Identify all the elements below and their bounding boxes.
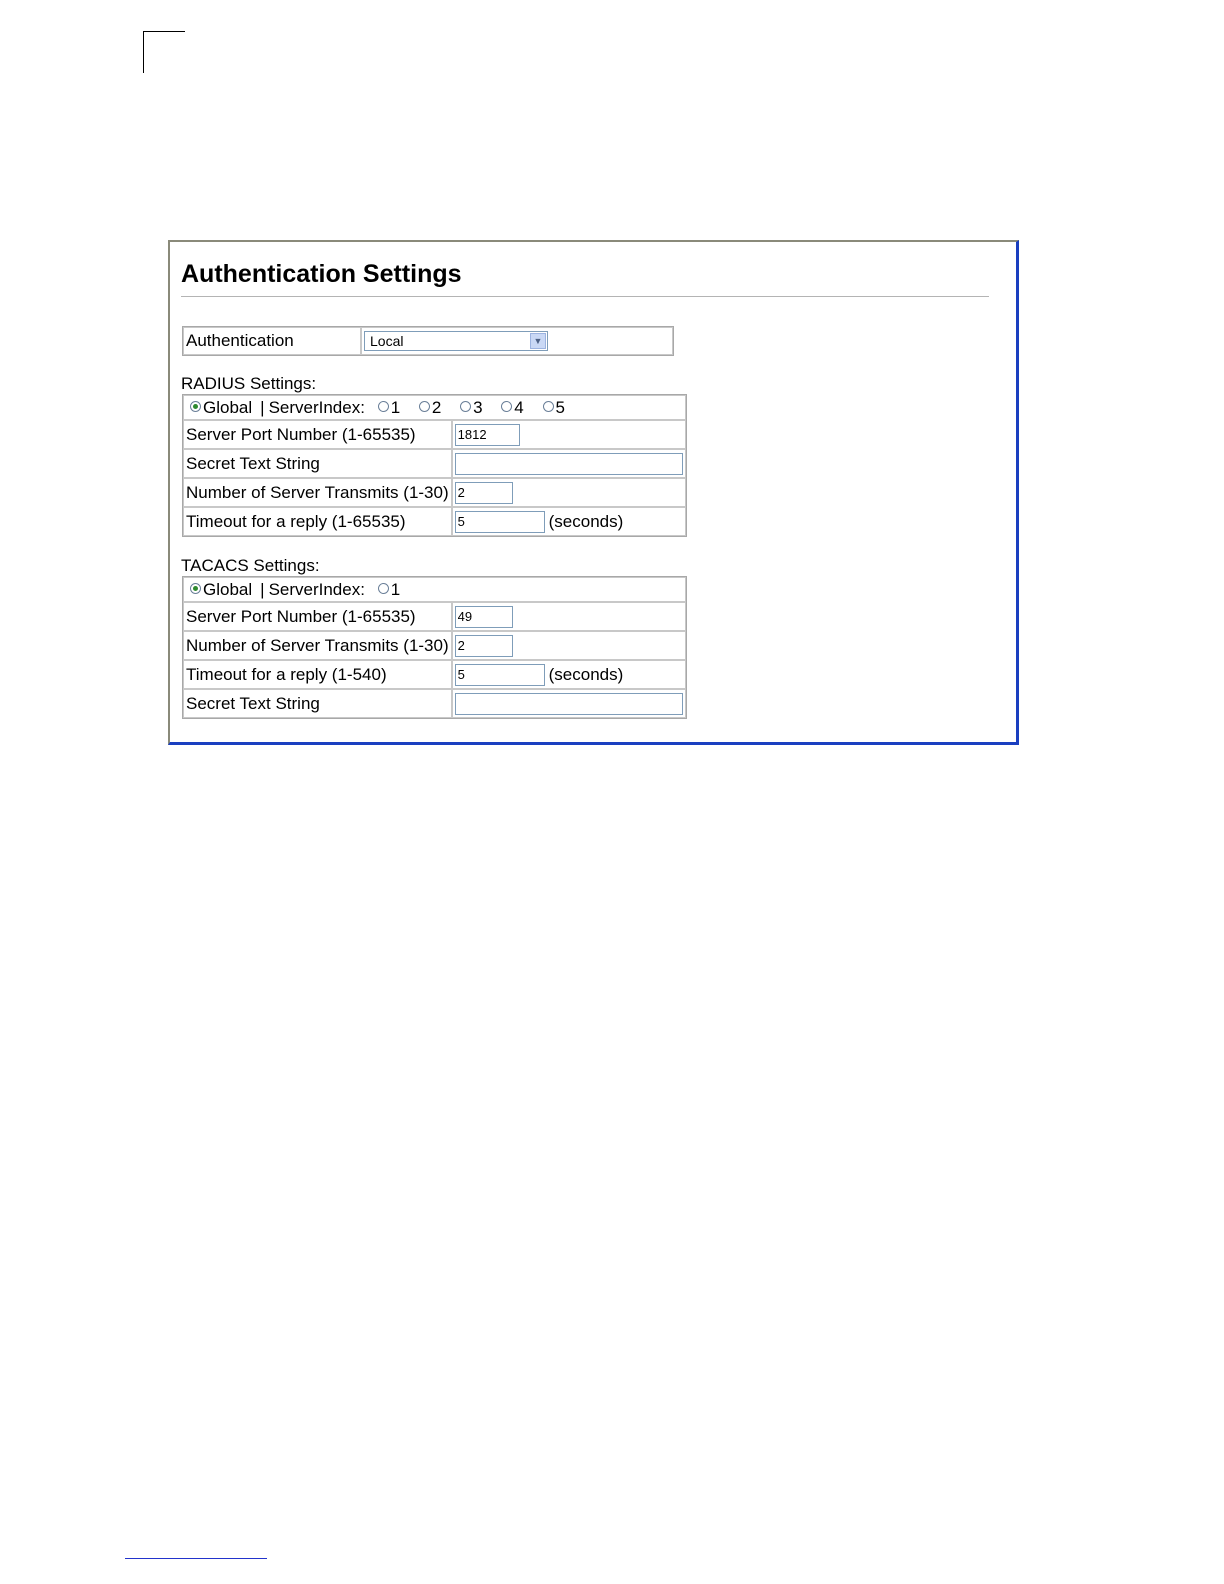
tacacs-transmits-input[interactable]: [455, 635, 513, 657]
radius-timeout-label: Timeout for a reply (1-65535): [183, 507, 452, 536]
authentication-select-value: Local: [370, 333, 404, 350]
tacacs-server-selector: [183, 577, 686, 602]
radius-server-index-label: ServerIndex:: [268, 397, 365, 417]
radius-section-label: RADIUS Settings:: [181, 374, 317, 393]
authentication-settings-window: [168, 240, 1019, 745]
radius-port-cell: [452, 420, 686, 449]
radius-secret-input[interactable]: [455, 453, 683, 475]
tacacs-global-label: Global: [203, 579, 253, 599]
radius-server-index-3-radio[interactable]: [460, 401, 471, 412]
authentication-label: Authentication: [183, 327, 361, 355]
radius-port-input[interactable]: [455, 424, 520, 446]
authentication-select[interactable]: [364, 331, 548, 351]
authentication-table: [182, 326, 674, 356]
radius-timeout-cell: [452, 507, 686, 536]
tacacs-port-label: Server Port Number (1-65535): [183, 602, 452, 631]
radius-settings-table: [182, 394, 687, 537]
radius-server-index-5-label: 5: [555, 397, 565, 417]
tacacs-separator: |: [260, 579, 265, 599]
radius-global-radio[interactable]: [190, 401, 201, 412]
radius-transmits-cell: [452, 478, 686, 507]
radius-server-selector: [183, 395, 686, 420]
chevron-down-icon[interactable]: ▼: [530, 333, 546, 349]
radius-secret-label: Secret Text String: [183, 449, 452, 478]
tacacs-server-index-label: ServerIndex:: [268, 579, 365, 599]
radius-global-label: Global: [203, 397, 253, 417]
radius-timeout-input[interactable]: [455, 511, 545, 533]
radius-server-index-1-label: 1: [390, 397, 401, 417]
radius-server-index-2-radio[interactable]: [419, 401, 430, 412]
tacacs-secret-label: Secret Text String: [183, 689, 452, 718]
page-title: Authentication Settings: [181, 260, 462, 288]
radius-server-index-4-radio[interactable]: [501, 401, 512, 412]
tacacs-secret-cell: [452, 689, 686, 718]
radius-server-index-4-label: 4: [514, 397, 524, 417]
tacacs-transmits-label: Number of Server Transmits (1-30): [183, 631, 452, 660]
radius-separator: |: [260, 397, 265, 417]
tacacs-port-input[interactable]: [455, 606, 513, 628]
tacacs-timeout-label: Timeout for a reply (1-540): [183, 660, 452, 689]
radius-server-index-3-label: 3: [473, 397, 483, 417]
radius-server-index-1-radio[interactable]: [378, 401, 389, 412]
tacacs-timeout-input[interactable]: [455, 664, 545, 686]
radius-transmits-input[interactable]: [455, 482, 513, 504]
tacacs-global-radio[interactable]: [190, 583, 201, 594]
tacacs-transmits-cell: [452, 631, 686, 660]
tacacs-timeout-unit: (seconds): [548, 664, 624, 684]
radius-server-index-5-radio[interactable]: [543, 401, 554, 412]
radius-transmits-label: Number of Server Transmits (1-30): [183, 478, 452, 507]
radius-port-label: Server Port Number (1-65535): [183, 420, 452, 449]
radius-secret-cell: [452, 449, 686, 478]
tacacs-section-label: TACACS Settings:: [181, 556, 320, 575]
authentication-select-cell: [361, 327, 673, 355]
title-divider: [181, 296, 989, 297]
tacacs-timeout-cell: [452, 660, 686, 689]
crop-mark-horizontal: [143, 31, 185, 32]
tacacs-server-index-1-radio[interactable]: [378, 583, 389, 594]
footer-rule: [125, 1558, 267, 1559]
crop-mark-vertical: [143, 31, 144, 73]
radius-server-index-2-label: 2: [431, 397, 442, 417]
tacacs-server-index-1-label: 1: [390, 579, 401, 599]
tacacs-settings-table: [182, 576, 687, 719]
radius-timeout-unit: (seconds): [548, 511, 624, 531]
tacacs-port-cell: [452, 602, 686, 631]
tacacs-secret-input[interactable]: [455, 693, 683, 715]
